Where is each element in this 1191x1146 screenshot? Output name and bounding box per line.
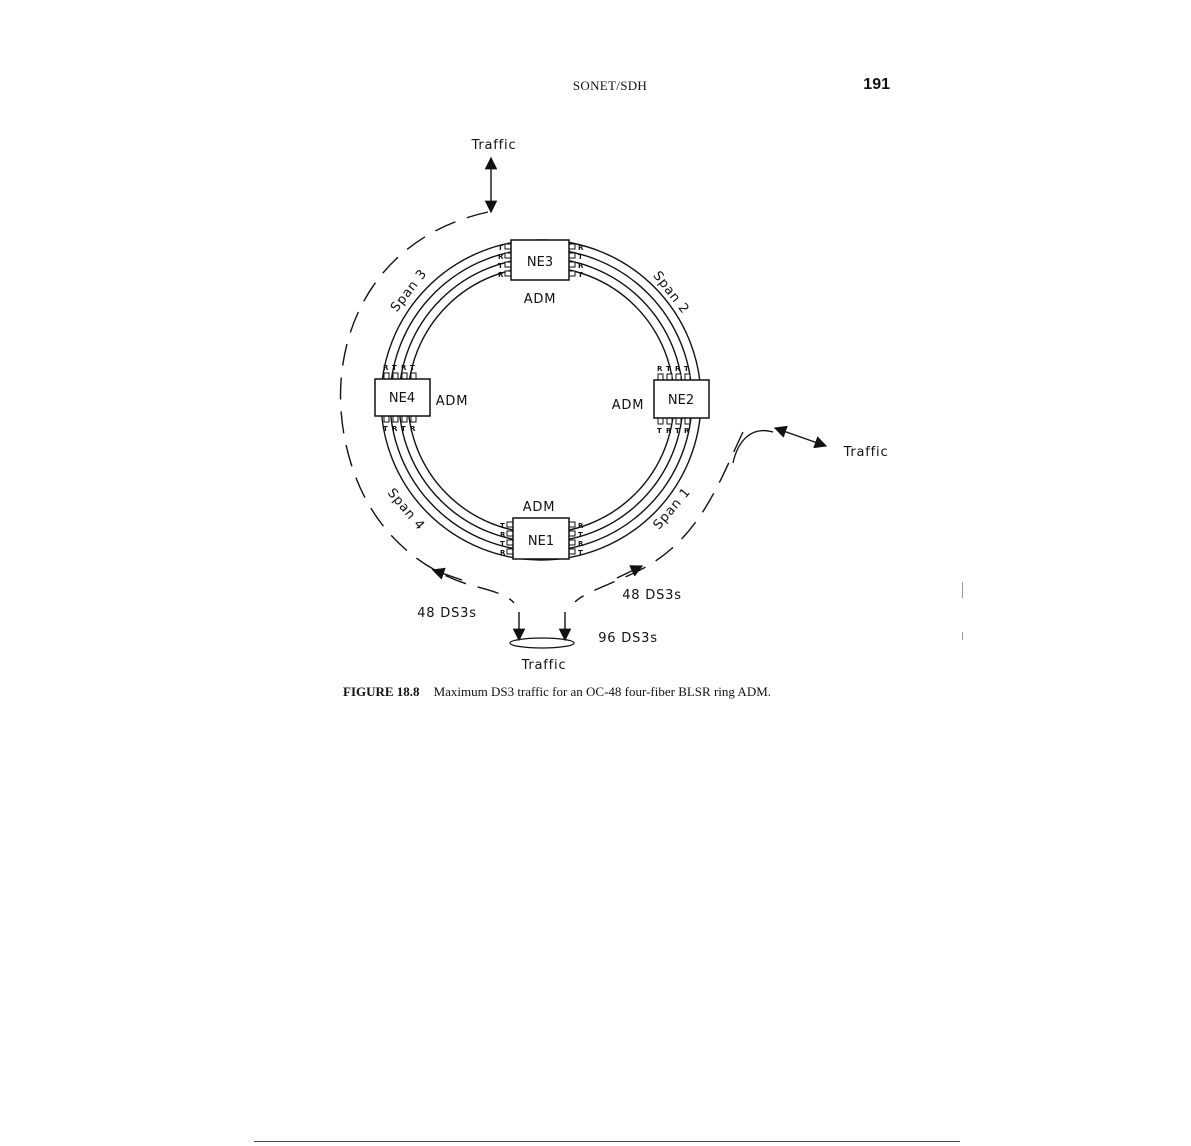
svg-text:T: T <box>498 262 503 270</box>
svg-text:R: R <box>410 425 416 433</box>
right-arc-arrow <box>617 566 642 578</box>
svg-text:T: T <box>500 540 505 548</box>
span-4-label: Span 4 <box>383 485 428 534</box>
svg-text:T: T <box>675 427 680 435</box>
svg-text:R: R <box>675 365 681 373</box>
right-traffic-label: Traffic <box>843 445 889 460</box>
traffic-swirl <box>733 431 773 463</box>
svg-text:R: R <box>500 531 506 539</box>
scan-edge-mark <box>962 632 963 640</box>
svg-text:R: R <box>578 244 584 252</box>
ne1-adm-label: ADM <box>522 500 556 515</box>
svg-text:T: T <box>578 531 583 539</box>
top-traffic-label: Traffic <box>471 138 517 153</box>
ne4-label: NE4 <box>388 391 416 406</box>
svg-text:T: T <box>410 364 415 372</box>
node-ne3 <box>498 240 584 307</box>
svg-text:R: R <box>498 253 504 261</box>
right-traffic-arrow <box>775 428 826 446</box>
left-ds3-label: 48 DS3s <box>417 606 477 621</box>
svg-text:R: R <box>578 522 584 530</box>
svg-text:R: R <box>666 427 672 435</box>
figure-caption-text: Maximum DS3 traffic for an OC-48 four-fiber BLSR ring ADM. <box>433 684 772 699</box>
figure-label: FIGURE 18.8 <box>343 684 420 699</box>
svg-text:R: R <box>498 271 504 279</box>
ne3-adm-label: ADM <box>523 292 557 307</box>
svg-text:R: R <box>392 425 398 433</box>
svg-text:T: T <box>498 244 503 252</box>
node-ne2 <box>612 365 709 435</box>
total-ds3-label: 96 DS3s <box>598 631 658 646</box>
page-number: 191 <box>863 76 890 93</box>
svg-text:R: R <box>401 364 407 372</box>
svg-text:R: R <box>578 540 584 548</box>
svg-text:T: T <box>401 425 406 433</box>
running-header: SONET/SDH <box>572 78 648 93</box>
svg-text:T: T <box>578 253 583 261</box>
svg-text:T: T <box>383 425 388 433</box>
scan-edge-mark <box>962 582 963 598</box>
right-ds3-label: 48 DS3s <box>622 588 682 603</box>
ne3-label: NE3 <box>526 255 554 270</box>
traffic-bundle-ellipse <box>510 638 574 648</box>
svg-text:T: T <box>657 427 662 435</box>
footer-rule <box>254 1141 960 1142</box>
svg-text:T: T <box>578 271 583 279</box>
ne2-adm-label: ADM <box>611 398 645 413</box>
span-1-label: Span 1 <box>650 484 695 533</box>
svg-text:R: R <box>657 365 663 373</box>
svg-text:R: R <box>684 427 690 435</box>
figure-caption <box>343 684 903 700</box>
bottom-traffic-label: Traffic <box>521 658 567 673</box>
svg-text:T: T <box>578 549 583 557</box>
span-2-label: Span 2 <box>649 268 693 318</box>
svg-text:R: R <box>578 262 584 270</box>
ne2-label: NE2 <box>667 393 695 408</box>
svg-text:T: T <box>666 365 671 373</box>
span-3-label: Span 3 <box>387 266 431 316</box>
svg-text:T: T <box>392 364 397 372</box>
svg-text:T: T <box>500 522 505 530</box>
svg-text:R: R <box>500 549 506 557</box>
ne1-label: NE1 <box>527 534 555 549</box>
svg-text:R: R <box>383 364 389 372</box>
svg-text:T: T <box>684 365 689 373</box>
ne4-adm-label: ADM <box>435 394 469 409</box>
node-ne4 <box>375 364 468 433</box>
left-arc-arrow <box>433 570 462 580</box>
